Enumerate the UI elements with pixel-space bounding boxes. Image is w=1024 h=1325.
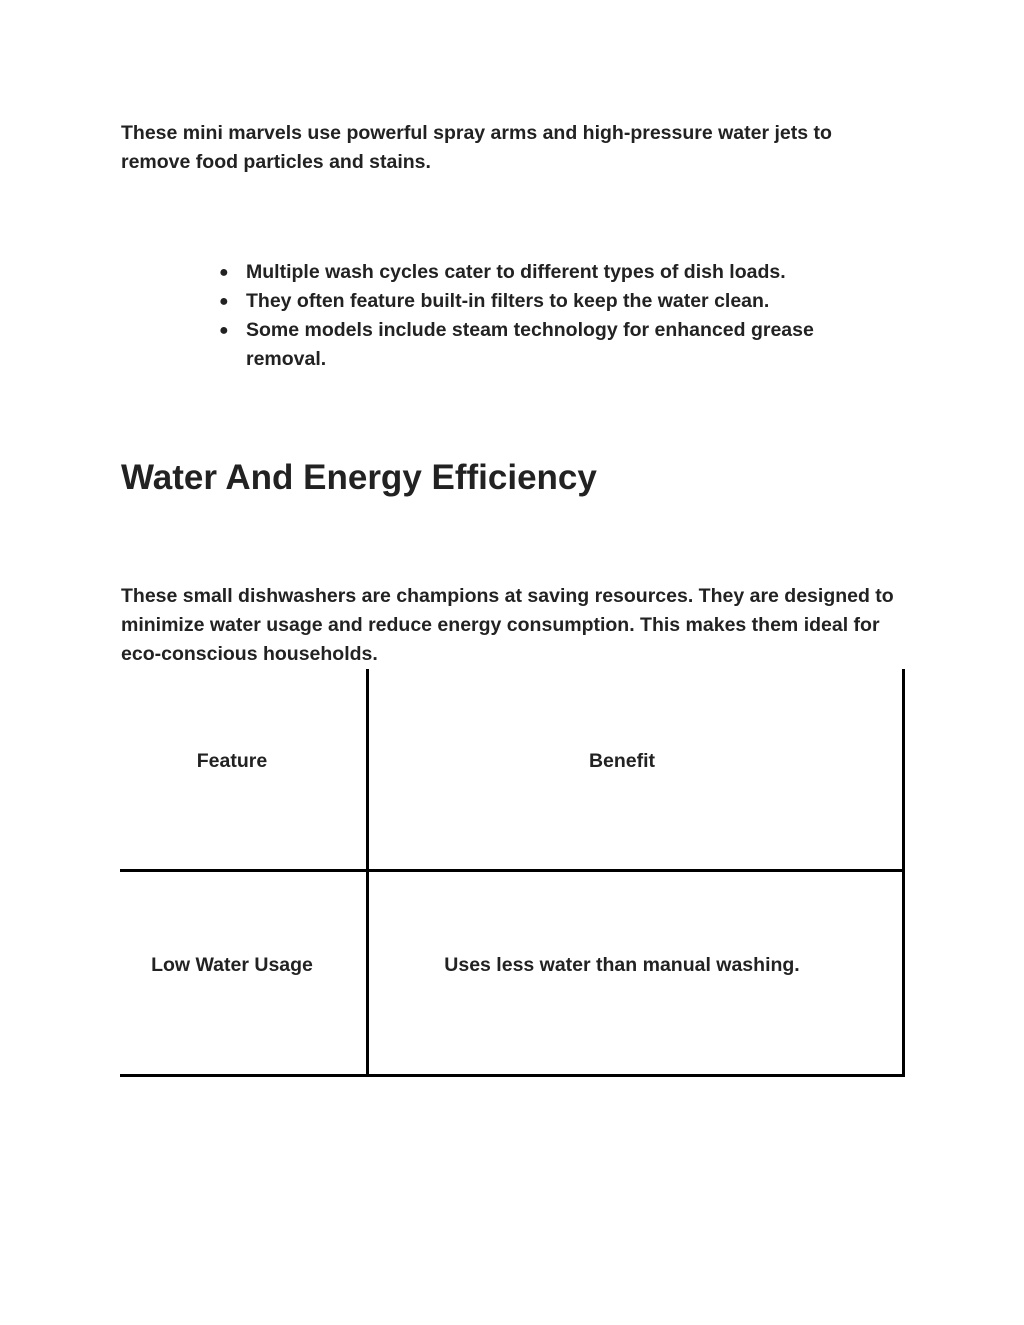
table-border-right xyxy=(902,669,905,1077)
description-paragraph: These small dishwashers are champions at saving resources. They are designed to minimize water usage and reduce energy consumption. This makes them ideal for eco-conscious households. xyxy=(121,585,894,665)
feature-bullet-list xyxy=(219,258,886,374)
list-item xyxy=(219,258,886,287)
table-cell-feature: Low Water Usage xyxy=(151,953,313,976)
table-cell-benefit: Uses less water than manual washing. xyxy=(444,953,800,976)
table-header-feature: Feature xyxy=(196,749,268,772)
table-header-benefit: Benefit xyxy=(588,749,656,772)
intro-paragraph: These mini marvels use powerful spray arms and high-pressure water jets to remove food particles and stains. xyxy=(121,122,832,173)
feature-benefit-table xyxy=(120,669,905,1077)
list-item-text: Some models include steam technology for enhanced grease removal. xyxy=(246,319,814,370)
list-item xyxy=(219,287,886,316)
list-item-text: They often feature built-in filters to keep the water clean. xyxy=(246,290,770,312)
list-item xyxy=(219,316,886,374)
bullet-dot-icon: ● xyxy=(219,322,229,339)
bullet-dot-icon: ● xyxy=(219,264,229,281)
section-heading: Water And Energy Efficiency xyxy=(121,458,597,497)
table-border-bottom xyxy=(120,1074,905,1077)
list-item-text: Multiple wash cycles cater to different types of dish loads. xyxy=(246,261,786,283)
bullet-dot-icon: ● xyxy=(219,293,229,310)
